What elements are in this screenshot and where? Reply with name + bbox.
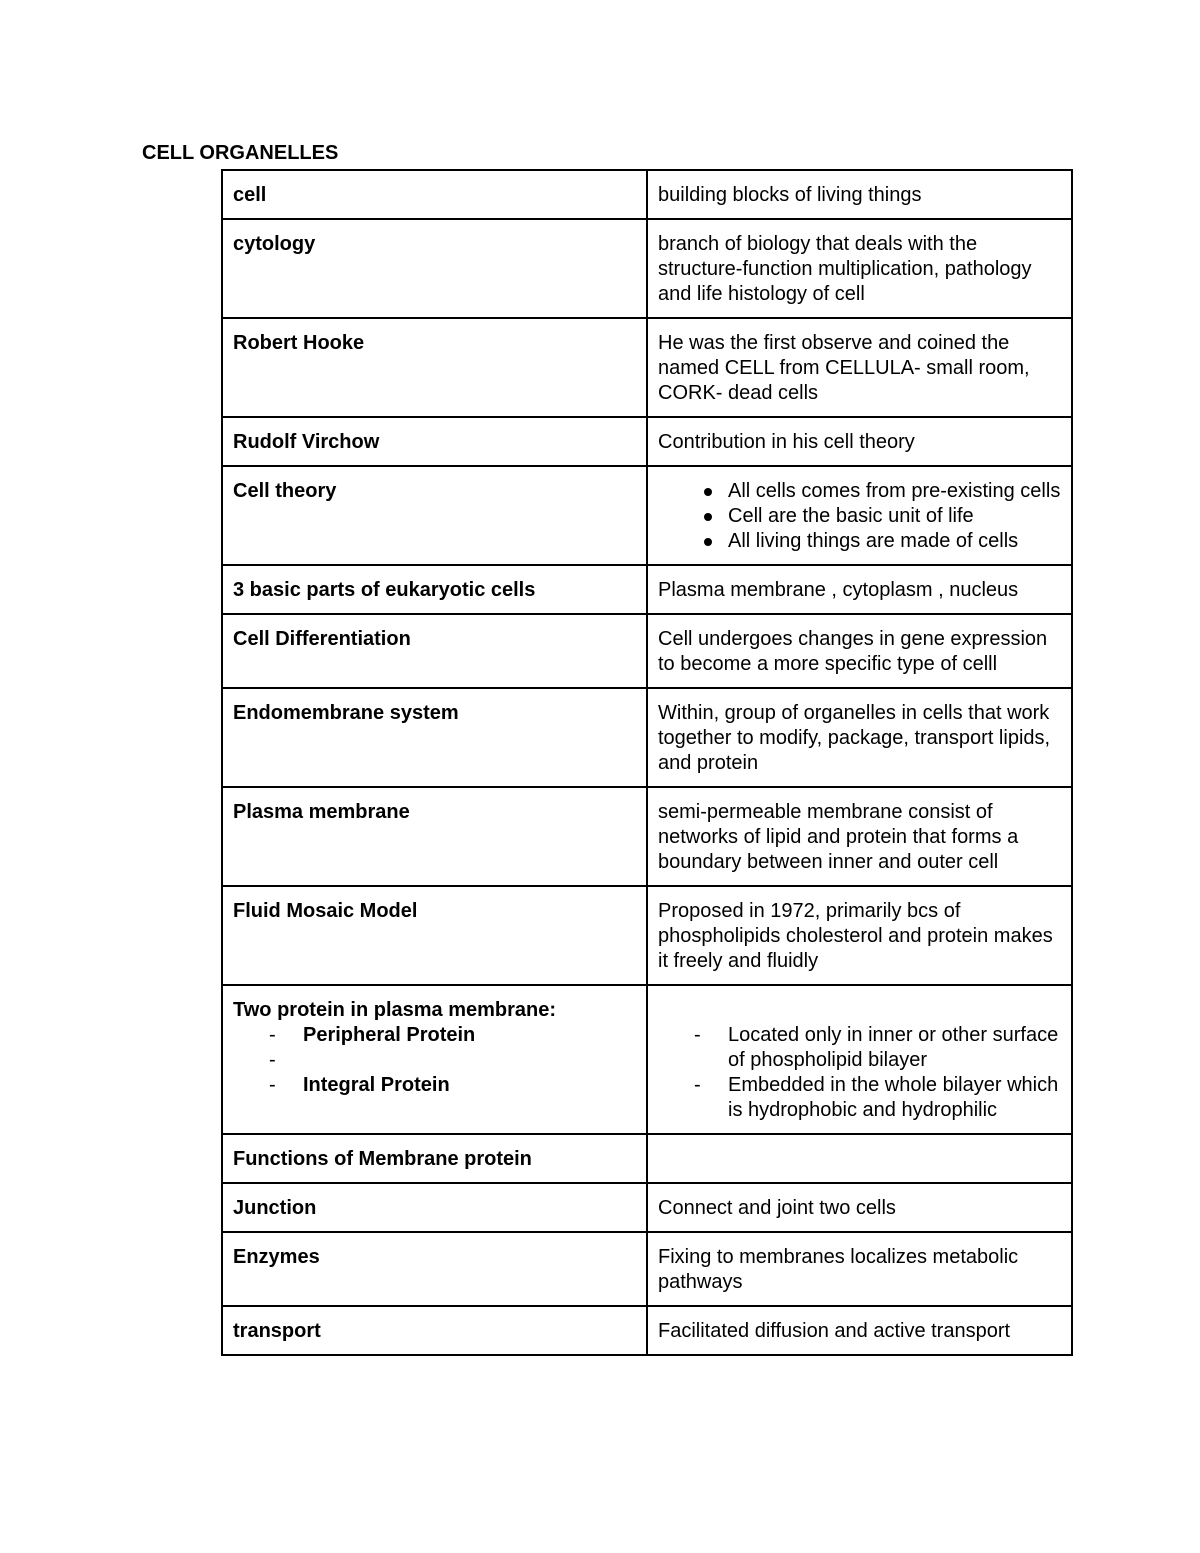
term-cell: Rudolf Virchow [222,417,647,466]
table-row [222,318,1072,417]
term-cell: Junction [222,1183,647,1232]
term-cell: cell [222,170,647,219]
table-row [222,170,1072,219]
definition-cell [647,985,1072,1134]
term-cell: Enzymes [222,1232,647,1306]
definition-cell: building blocks of living things [647,170,1072,219]
definition-cell: Within, group of organelles in cells that work together to modify, package, transport lipids, and protein [647,688,1072,787]
term-cell: Robert Hooke [222,318,647,417]
term-cell: Functions of Membrane protein [222,1134,647,1183]
list-item: - Located only in inner or other surface of phospholipid bilayer [728,1023,1061,1073]
list-item: - Embedded in the whole bilayer which is hydrophobic and hydrophilic [728,1073,1061,1123]
term-cell [222,985,647,1134]
table-row [222,219,1072,318]
list-item: Cell are the basic unit of life [728,504,1061,529]
definition-cell: branch of biology that deals with the structure-function multiplication, pathology and life histology of cell [647,219,1072,318]
term-heading: Two protein in plasma membrane: [233,999,557,1021]
list-item: - Peripheral Protein [303,1023,636,1048]
page-title: CELL ORGANELLES [142,142,339,164]
table-row [222,985,1072,1134]
definition-cell: Cell undergoes changes in gene expression to become a more specific type of celll [647,614,1072,688]
term-cell: Cell theory [222,466,647,565]
definition-cell: Connect and joint two cells [647,1183,1072,1232]
table-row [222,1134,1072,1183]
term-cell: Endomembrane system [222,688,647,787]
list-item: All cells comes from pre-existing cells [728,480,1061,502]
table-row [222,1183,1072,1232]
table-row [222,886,1072,985]
protein-type-list [233,1023,636,1098]
definition-cell: Proposed in 1972, primarily bcs of phospholipids cholesterol and protein makes it freely and fluidly [647,886,1072,985]
term-cell: Plasma membrane [222,787,647,886]
table-row [222,1306,1072,1355]
definition-cell: Facilitated diffusion and active transport [647,1306,1072,1355]
table-row [222,466,1072,565]
table-row [222,565,1072,614]
terms-table [221,169,1073,1356]
definition-cell [647,466,1072,565]
spacer [303,1048,636,1073]
definition-cell: Contribution in his cell theory [647,417,1072,466]
protein-definition-list [658,1023,1061,1123]
list-item: All living things are made of cells [728,529,1061,554]
spacer [658,998,1061,1023]
table-row [222,1232,1072,1306]
definition-cell: Fixing to membranes localizes metabolic pathways [647,1232,1072,1306]
term-cell: Fluid Mosaic Model [222,886,647,985]
term-cell: transport [222,1306,647,1355]
table-row [222,787,1072,886]
table-row [222,417,1072,466]
term-cell: 3 basic parts of eukaryotic cells [222,565,647,614]
term-cell: Cell Differentiation [222,614,647,688]
definition-cell: He was the first observe and coined the named CELL from CELLULA- small room, CORK- dead cells [647,318,1072,417]
definition-cell: semi-permeable membrane consist of networks of lipid and protein that forms a boundary between inner and outer cell [647,787,1072,886]
definition-cell: Plasma membrane , cytoplasm , nucleus [647,565,1072,614]
term-cell: cytology [222,219,647,318]
table-row [222,688,1072,787]
definition-cell [647,1134,1072,1183]
cell-theory-list [658,479,1061,554]
list-item: - Integral Protein [303,1073,636,1098]
table-row [222,614,1072,688]
